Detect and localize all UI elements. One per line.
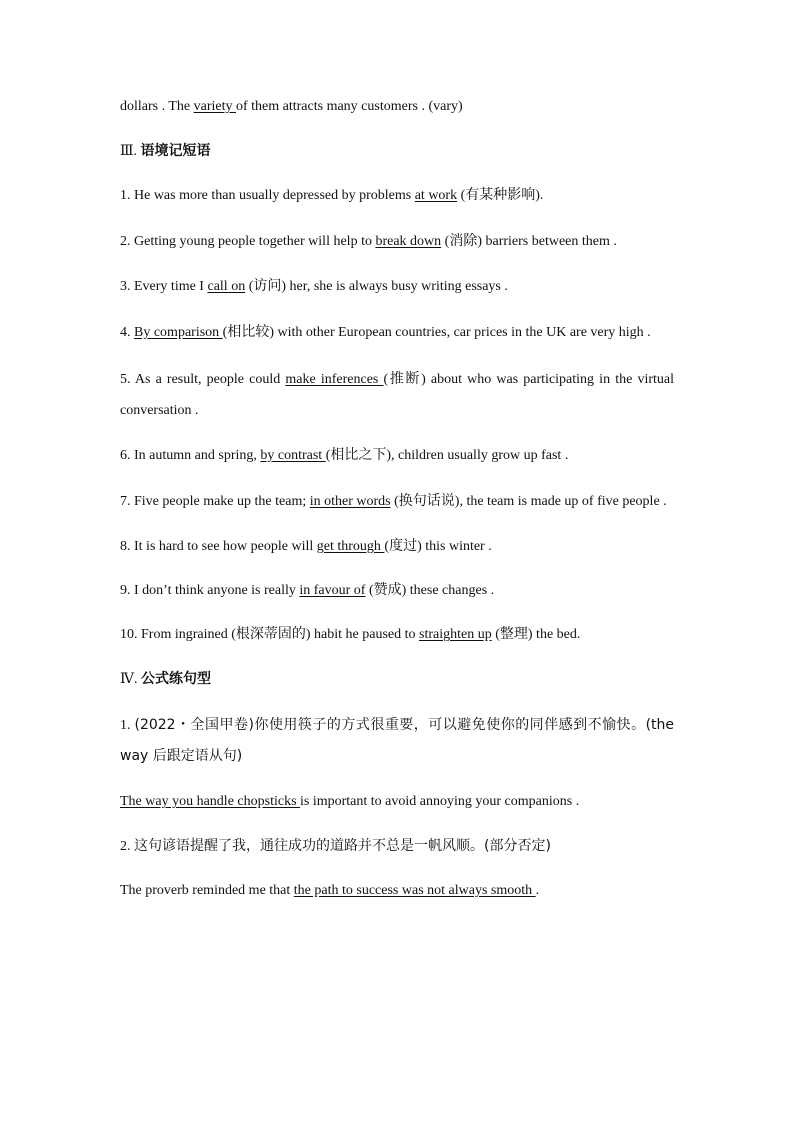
- section-3-items: [120, 182, 674, 649]
- item-number: 7.: [120, 494, 131, 509]
- section-title: 公式练句型: [141, 671, 211, 687]
- continued-line: [120, 93, 674, 121]
- worksheet-page: [120, 93, 674, 921]
- item-text-post: (换句话说), the team is made up of five people .: [390, 494, 667, 509]
- item-text-pre: It is hard to see how people will: [134, 539, 317, 554]
- exercise-item: [120, 226, 674, 257]
- exercise-item: [120, 317, 674, 348]
- exercise-item: [120, 621, 674, 649]
- answer-blank: By comparison: [134, 325, 223, 340]
- item-number: 1.: [120, 188, 131, 203]
- answer-blank: the path to success was not always smooth: [293, 883, 536, 898]
- answer-blank: break down: [375, 234, 442, 249]
- answer-blank: call on: [207, 279, 246, 294]
- exercise-item: [120, 182, 674, 210]
- answer-blank: straighten up: [419, 627, 492, 642]
- prompt-text: 这句谚语提醒了我，通往成功的道路并不总是一帆风顺。(部分否定): [134, 838, 551, 854]
- item-number: 4.: [120, 325, 131, 340]
- item-number: 8.: [120, 539, 131, 554]
- item-text-pre: Getting young people together will help to: [134, 234, 376, 249]
- item-text-post: (消除) barriers between them .: [441, 234, 617, 249]
- exercise-item: [120, 364, 674, 426]
- item-text-post: (度过) this winter .: [384, 539, 492, 554]
- item-number: 10.: [120, 627, 138, 642]
- item-number: 5.: [120, 372, 131, 387]
- answer-blank: The way you handle chopsticks: [120, 794, 301, 809]
- item-number: 2.: [120, 839, 131, 854]
- section-4-items: [120, 710, 674, 905]
- exercise-item: [120, 486, 674, 517]
- section-heading-3: [120, 137, 674, 166]
- prompt-text: (2022・全国甲卷)你使用筷子的方式很重要，可以避免使你的同伴感到不愉快。(the way 后跟定语从句): [120, 717, 675, 764]
- answer-blank: in favour of: [299, 583, 366, 598]
- item-text-pre: Five people make up the team;: [134, 494, 310, 509]
- answer-text-pre: The proverb reminded me that: [120, 883, 294, 898]
- item-text-pre: Every time I: [134, 279, 208, 294]
- translation-answer: [120, 877, 674, 905]
- exercise-item: [120, 442, 674, 470]
- item-number: 9.: [120, 583, 131, 598]
- item-text-post: (访问) her, she is always busy writing essays .: [245, 279, 508, 294]
- exercise-item: [120, 577, 674, 605]
- translation-answer: [120, 788, 674, 816]
- item-text-post: (相比之下), children usually grow up fast .: [325, 448, 569, 463]
- item-text-pre: In autumn and spring,: [134, 448, 261, 463]
- item-number: 6.: [120, 448, 131, 463]
- line-text-post: of them attracts many customers . (vary): [236, 99, 463, 114]
- section-number: Ⅳ.: [120, 672, 138, 687]
- exercise-item: [120, 273, 674, 301]
- item-text-pre: He was more than usually depressed by problems: [134, 188, 415, 203]
- item-text-post: (整理) the bed.: [491, 627, 581, 642]
- answer-text-post: is important to avoid annoying your companions .: [300, 794, 580, 809]
- section-number: Ⅲ.: [120, 144, 138, 159]
- answer-blank: make inferences: [285, 372, 384, 387]
- item-text-pre: From ingrained (根深蒂固的) habit he paused to: [141, 627, 420, 642]
- item-text-pre: I don’t think anyone is really: [134, 583, 300, 598]
- line-text-pre: dollars . The: [120, 99, 194, 114]
- item-text-post: (推断) about who was participating in the virtual conversation .: [120, 372, 674, 418]
- item-text-post: (有某种影响).: [457, 188, 544, 203]
- item-number: 1.: [120, 718, 131, 733]
- item-text-post: (赞成) these changes .: [365, 583, 495, 598]
- item-number: 3.: [120, 279, 131, 294]
- item-number: 2.: [120, 234, 131, 249]
- answer-blank: in other words: [309, 494, 391, 509]
- section-title: 语境记短语: [140, 143, 211, 159]
- translation-prompt: [120, 710, 674, 772]
- item-text-pre: As a result, people could: [134, 372, 286, 387]
- section-heading-4: [120, 665, 674, 694]
- exercise-item: [120, 533, 674, 561]
- translation-prompt: [120, 832, 674, 861]
- answer-blank: variety: [193, 99, 236, 114]
- answer-blank: get through: [316, 539, 385, 554]
- item-text-post: (相比较) with other European countries, car prices in the UK are very high .: [222, 325, 651, 340]
- answer-blank: by contrast: [260, 448, 326, 463]
- answer-text-post: .: [535, 883, 540, 898]
- answer-blank: at work: [414, 188, 458, 203]
